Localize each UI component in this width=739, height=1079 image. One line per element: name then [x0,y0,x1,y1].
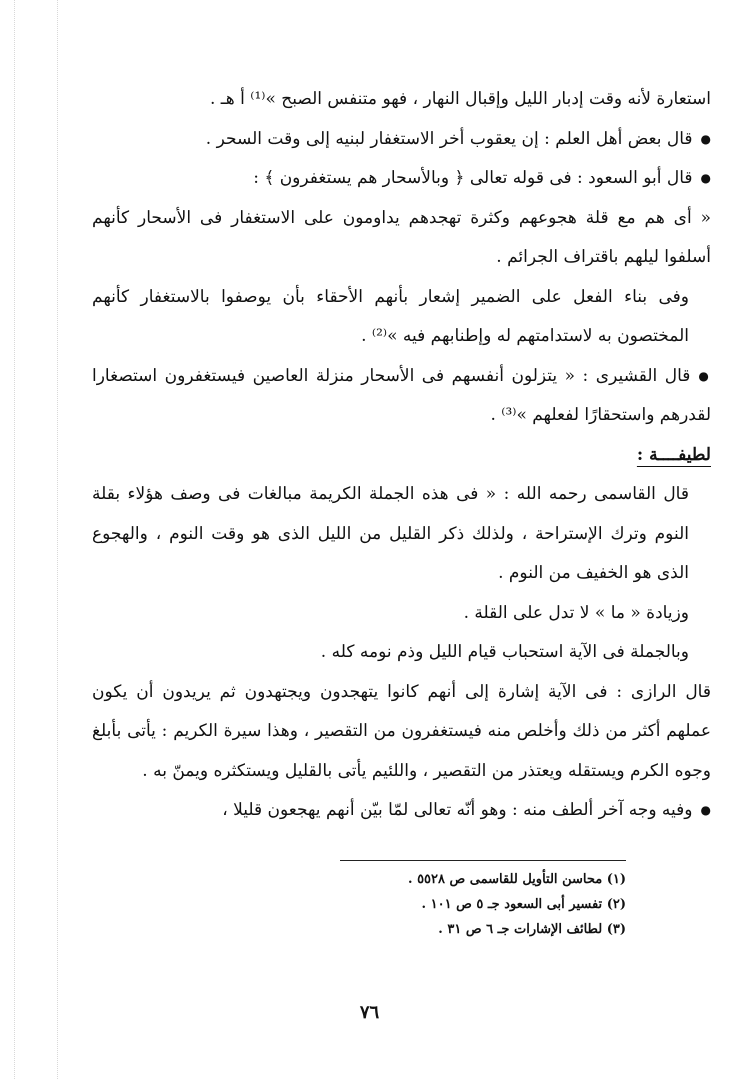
footnote: (٢) تفسير أبى السعود جـ ٥ ص ١٠١ . [421,897,626,912]
bullet-paragraph: ● قال أبو السعود : فى قوله تعالى ﴿ وبالأسحار هم يستغفرون ﴾ : [92,159,711,199]
main-text [92,80,711,831]
page-number: ٧٦ [359,1002,380,1023]
footnote: (٣) لطائف الإشارات جـ ٦ ص ٣١ . [438,922,626,937]
paragraph: وزيادة « ما » لا تدل على القلة . [463,602,689,623]
bullet-paragraph: ● قال بعض أهل العلم : إن يعقوب أخر الاستغفار لبنيه إلى وقت السحر . [92,120,711,160]
paragraph: قال القاسمى رحمه الله : « فى هذه الجملة الكريمة مبالغات فى وصف هؤلاء بقلة النوم وترك الإستراحة ، ولذلك ذكر القليل من الليل الذى هو وقت النوم ، والهجوع الذى هو الخفيف من النوم . [92,484,689,583]
paragraph: قال الرازى : فى الآية إشارة إلى أنهم كانوا يتهجدون ويجتهدون ثم يريدون أن يكون عملهم أكثر من ذلك وأخلص منه فيستغفرون من التقصير ، وهذا سيرة الكريم : يأتى بأبلغ وجوه الكرم ويستقله ويعتذر من التقصير ، واللئيم يأتى بالقليل ويستكثره ويمنّ به . [92,681,711,781]
bullet-paragraph: ● وفيه وجه آخر ألطف منه : وهو أنّه تعالى لمّا بيّن أنهم يهجعون قليلا ، [92,791,711,831]
section-heading: لطيفــــة : [636,444,711,465]
page-edge-line [14,0,16,1079]
paragraph: « أى هم مع قلة هجوعهم وكثرة تهجدهم يداومون على الاستغفار فى الأسحار كأنهم أسلفوا ليلهم باقتراف الجرائم . [92,207,711,267]
footnotes [340,860,626,942]
paragraph: استعارة لأنه وقت إدبار الليل وإقبال النهار ، فهو متنفس الصبح »⁽¹⁾ أ هـ . [209,89,711,109]
paragraph: وفى بناء الفعل على الضمير إشعار بأنهم الأحقاء بأن يوصفوا بالاستغفار كأنهم المختصون به لاستدامتهم له وإطنابهم فيه »⁽²⁾ . [92,286,689,346]
bullet-paragraph: ● قال القشيرى : « يتزلون أنفسهم فى الأسحار منزلة العاصين فيستغفرون استصغارا لقدرهم واستحقارًا لفعلهم »⁽³⁾ . [92,357,711,436]
page-edge-line [57,0,59,1079]
paragraph: وبالجملة فى الآية استحباب قيام الليل وذم نومه كله . [320,642,689,662]
footnote: (١) محاسن التأويل للقاسمى ص ٥٥٢٨ . [408,872,626,887]
